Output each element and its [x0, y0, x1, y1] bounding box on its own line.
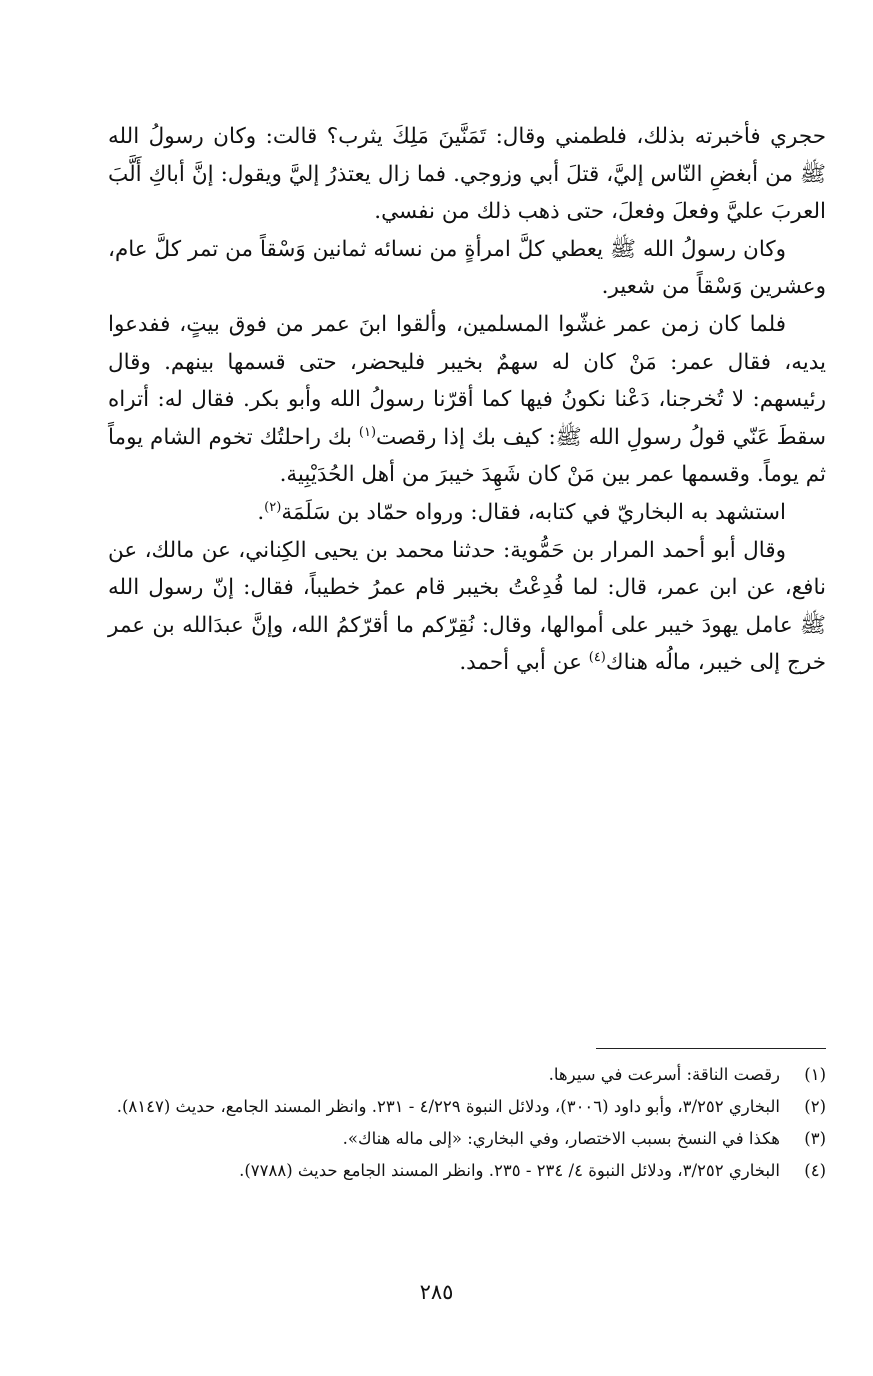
paragraph-1 — [108, 118, 826, 231]
paragraph-3-text: فلما كان زمن عمر غشّوا المسلمين، وألقوا ابنَ عمر من فوق بيتٍ، ففدعوا يديه، فقال عمر: مَنْ كان له سهمٌ بخيبر فليحضر، حتى قسمها بينهم. وقال رئيسهم: لا تُخرجنا، دَعْنا نكونُ فيها كما أقرّنا رسولُ الله وأبو بكر. فقال له: أتراه سقطَ عَنّي قولُ رسولِ الله ﷺ: كيف بك إذا رقصت — [108, 311, 826, 450]
paragraph-4 — [108, 494, 826, 532]
footnote-text: رقصت الناقة: أسرعت في سيرها. — [548, 1065, 780, 1084]
footnote-text: البخاري ٣/٢٥٢، وأبو داود (٣٠٠٦)، ودلائل النبوة ٤/٢٢٩ - ٢٣١. وانظر المسند الجامع، حديث (٨١٤٧). — [116, 1097, 780, 1116]
footnote-ref-3[interactable]: (٤) — [588, 650, 606, 666]
paragraph-3-tail: بك راحلتُك تخوم الشام يوماً ثم يوماً. وقسمها عمر بين مَنْ كان شَهِدَ خيبرَ من أهل الحُدَيْبِية. — [108, 424, 826, 488]
footnote-1 — [108, 1060, 826, 1090]
footnote-number: (٣) — [804, 1129, 826, 1148]
paragraph-5 — [108, 532, 826, 682]
paragraph-1-text: حجري فأخبرته بذلك، فلطمني وقال: تَمَنَّينَ مَلِكَ يثرب؟ قالت: وكان رسولُ الله ﷺ من أبغضِ النّاس إليَّ، قتلَ أبي وزوجي. فما زال يعتذرُ إليَّ ويقول: إنَّ أباكِ أَلَّبَ العربَ عليَّ وفعلَ وفعلَ، حتى ذهب ذلك من نفسي. — [108, 124, 826, 225]
footnote-number: (١) — [804, 1065, 826, 1084]
footnote-ref-2[interactable]: (٢) — [264, 499, 282, 515]
paragraph-4-text: استشهد به البخاريّ في كتابه، فقال: ورواه حمّاد بن سَلَمَة — [281, 499, 786, 525]
footnote-number: (٢) — [804, 1097, 826, 1116]
paragraph-2-text: وكان رسولُ الله ﷺ يعطي كلَّ امرأةٍ من نسائه ثمانين وَسْقاً من تمر كلَّ عام، وعشرين وَسْقاً من شعير. — [108, 236, 826, 300]
footnote-3 — [108, 1124, 826, 1154]
page-number: ٢٨٥ — [419, 1280, 454, 1304]
paragraph-2 — [108, 231, 826, 306]
paragraph-5-text: وقال أبو أحمد المرار بن حَمُّوية: حدثنا محمد بن يحيى الكِناني، عن مالك، عن نافع، عن ابن عمر، قال: لما فُدِعْتُ بخيبر قام عمرُ خطيباً، فقال: إنّ رسول الله ﷺ عامل يهودَ خيبر على أموالها، وقال: نُقِرّكم ما أقرّكمُ الله، وإنَّ عبدَالله بن عمر خرج إلى خيبر، مالُه هناك — [108, 537, 826, 676]
footnote-2 — [108, 1092, 826, 1122]
footnotes — [108, 1060, 826, 1188]
footnote-divider — [596, 1048, 826, 1049]
footnote-number: (٤) — [804, 1161, 826, 1180]
paragraph-3 — [108, 306, 826, 494]
footnote-text: البخاري ٣/٢٥٢، ودلائل النبوة ٤/ ٢٣٤ - ٢٣٥. وانظر المسند الجامع حديث (٧٧٨٨). — [239, 1161, 780, 1180]
footnote-text: هكذا في النسخ بسبب الاختصار، وفي البخاري: «إلى ماله هناك». — [342, 1129, 780, 1148]
paragraph-5-tail: عن أبي أحمد. — [459, 650, 589, 676]
footnote-ref-1[interactable]: (١) — [358, 424, 377, 440]
main-text — [108, 118, 826, 682]
paragraph-4-tail: . — [257, 499, 265, 525]
footnote-4 — [108, 1156, 826, 1186]
